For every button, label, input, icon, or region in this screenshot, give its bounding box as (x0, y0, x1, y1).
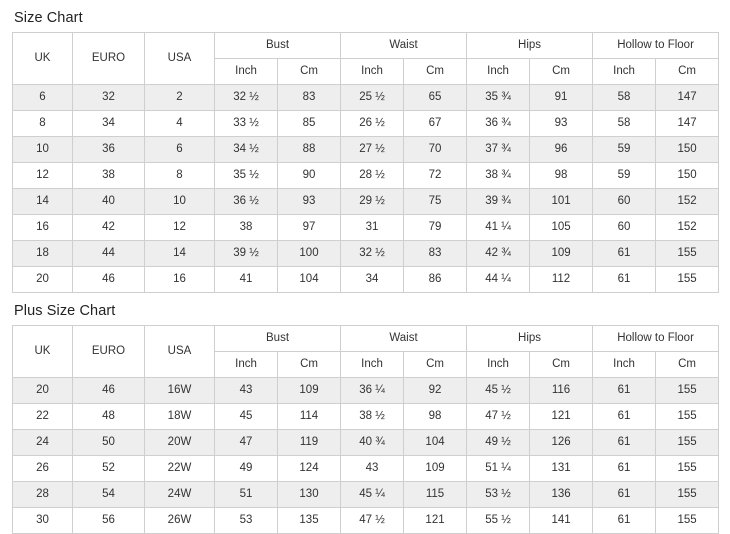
cell-hollow-cm: 147 (656, 85, 719, 111)
column-subheader-hollow-inch: Inch (593, 352, 656, 378)
cell-euro: 38 (73, 163, 145, 189)
cell-hips-inch: 53 ½ (467, 482, 530, 508)
cell-usa: 16 (145, 267, 215, 293)
column-subheader-hollow-cm: Cm (656, 59, 719, 85)
cell-bust-cm: 109 (278, 378, 341, 404)
cell-hollow-cm: 150 (656, 163, 719, 189)
cell-usa: 2 (145, 85, 215, 111)
table-head (13, 33, 719, 85)
cell-bust-inch: 49 (215, 456, 278, 482)
column-subheader-hips-cm: Cm (530, 59, 593, 85)
cell-uk: 26 (13, 456, 73, 482)
cell-hips-inch: 49 ½ (467, 430, 530, 456)
table-row (13, 378, 719, 404)
cell-hips-cm: 91 (530, 85, 593, 111)
table-row (13, 189, 719, 215)
table-row (13, 137, 719, 163)
cell-bust-inch: 41 (215, 267, 278, 293)
size-chart-table (12, 32, 719, 293)
cell-euro: 48 (73, 404, 145, 430)
cell-hollow-inch: 61 (593, 241, 656, 267)
cell-waist-inch: 25 ½ (341, 85, 404, 111)
cell-hips-cm: 136 (530, 482, 593, 508)
cell-hollow-cm: 155 (656, 378, 719, 404)
cell-bust-cm: 85 (278, 111, 341, 137)
cell-waist-cm: 121 (404, 508, 467, 534)
cell-hips-inch: 39 ¾ (467, 189, 530, 215)
table-body (13, 378, 719, 534)
table-row (13, 85, 719, 111)
cell-uk: 20 (13, 267, 73, 293)
cell-bust-inch: 45 (215, 404, 278, 430)
cell-hips-inch: 36 ¾ (467, 111, 530, 137)
cell-waist-cm: 92 (404, 378, 467, 404)
cell-usa: 10 (145, 189, 215, 215)
cell-uk: 24 (13, 430, 73, 456)
cell-bust-inch: 34 ½ (215, 137, 278, 163)
cell-bust-inch: 32 ½ (215, 85, 278, 111)
cell-waist-inch: 32 ½ (341, 241, 404, 267)
column-header-usa: USA (145, 33, 215, 85)
column-subheader-waist-inch: Inch (341, 59, 404, 85)
cell-waist-inch: 45 ¼ (341, 482, 404, 508)
cell-hollow-inch: 59 (593, 137, 656, 163)
cell-hollow-cm: 155 (656, 267, 719, 293)
cell-bust-cm: 104 (278, 267, 341, 293)
cell-hollow-cm: 150 (656, 137, 719, 163)
cell-hips-inch: 44 ¼ (467, 267, 530, 293)
cell-usa: 20W (145, 430, 215, 456)
cell-euro: 34 (73, 111, 145, 137)
cell-euro: 46 (73, 378, 145, 404)
cell-hollow-cm: 155 (656, 430, 719, 456)
cell-waist-cm: 72 (404, 163, 467, 189)
column-group-waist: Waist (341, 326, 467, 352)
cell-waist-cm: 104 (404, 430, 467, 456)
cell-bust-cm: 135 (278, 508, 341, 534)
column-subheader-hollow-inch: Inch (593, 59, 656, 85)
cell-hips-cm: 121 (530, 404, 593, 430)
cell-usa: 16W (145, 378, 215, 404)
column-subheader-bust-cm: Cm (278, 352, 341, 378)
column-group-hollow-to-floor: Hollow to Floor (593, 33, 719, 59)
cell-hips-cm: 112 (530, 267, 593, 293)
table-body (13, 85, 719, 293)
cell-waist-inch: 27 ½ (341, 137, 404, 163)
cell-hips-cm: 141 (530, 508, 593, 534)
cell-waist-inch: 38 ½ (341, 404, 404, 430)
table-row (13, 430, 719, 456)
cell-euro: 44 (73, 241, 145, 267)
cell-hips-inch: 47 ½ (467, 404, 530, 430)
cell-bust-inch: 36 ½ (215, 189, 278, 215)
cell-waist-inch: 26 ½ (341, 111, 404, 137)
cell-uk: 14 (13, 189, 73, 215)
cell-hips-cm: 131 (530, 456, 593, 482)
column-group-waist: Waist (341, 33, 467, 59)
cell-euro: 52 (73, 456, 145, 482)
page-title: Size Chart (14, 10, 83, 26)
cell-bust-inch: 47 (215, 430, 278, 456)
cell-waist-cm: 70 (404, 137, 467, 163)
cell-bust-cm: 124 (278, 456, 341, 482)
plus-size-chart-table (12, 325, 719, 534)
column-subheader-bust-cm: Cm (278, 59, 341, 85)
column-subheader-bust-inch: Inch (215, 352, 278, 378)
cell-uk: 16 (13, 215, 73, 241)
cell-bust-cm: 119 (278, 430, 341, 456)
cell-usa: 6 (145, 137, 215, 163)
cell-waist-inch: 29 ½ (341, 189, 404, 215)
cell-euro: 46 (73, 267, 145, 293)
cell-euro: 42 (73, 215, 145, 241)
cell-bust-inch: 38 (215, 215, 278, 241)
cell-uk: 22 (13, 404, 73, 430)
column-subheader-hips-inch: Inch (467, 352, 530, 378)
cell-waist-cm: 83 (404, 241, 467, 267)
cell-hips-inch: 37 ¾ (467, 137, 530, 163)
cell-hips-inch: 51 ¼ (467, 456, 530, 482)
cell-bust-cm: 97 (278, 215, 341, 241)
cell-bust-inch: 35 ½ (215, 163, 278, 189)
cell-usa: 26W (145, 508, 215, 534)
cell-waist-cm: 109 (404, 456, 467, 482)
cell-bust-inch: 39 ½ (215, 241, 278, 267)
table-row (13, 215, 719, 241)
cell-waist-inch: 47 ½ (341, 508, 404, 534)
column-subheader-hips-cm: Cm (530, 352, 593, 378)
cell-hips-inch: 42 ¾ (467, 241, 530, 267)
cell-bust-inch: 51 (215, 482, 278, 508)
cell-hips-cm: 126 (530, 430, 593, 456)
cell-hollow-inch: 61 (593, 482, 656, 508)
cell-hollow-cm: 147 (656, 111, 719, 137)
cell-waist-cm: 86 (404, 267, 467, 293)
cell-uk: 28 (13, 482, 73, 508)
cell-hollow-inch: 61 (593, 378, 656, 404)
column-subheader-bust-inch: Inch (215, 59, 278, 85)
cell-hollow-cm: 155 (656, 404, 719, 430)
cell-waist-inch: 40 ¾ (341, 430, 404, 456)
cell-bust-cm: 100 (278, 241, 341, 267)
cell-uk: 6 (13, 85, 73, 111)
column-header-usa: USA (145, 326, 215, 378)
plus-size-chart-section (12, 303, 718, 534)
cell-waist-cm: 115 (404, 482, 467, 508)
table-head (13, 326, 719, 378)
cell-hollow-inch: 61 (593, 430, 656, 456)
cell-hips-cm: 116 (530, 378, 593, 404)
cell-hollow-cm: 152 (656, 189, 719, 215)
plus-size-title: Plus Size Chart (14, 303, 116, 319)
cell-hips-cm: 98 (530, 163, 593, 189)
column-subheader-waist-cm: Cm (404, 59, 467, 85)
table-row (13, 404, 719, 430)
cell-bust-cm: 114 (278, 404, 341, 430)
cell-uk: 10 (13, 137, 73, 163)
cell-uk: 8 (13, 111, 73, 137)
cell-hips-inch: 35 ¾ (467, 85, 530, 111)
column-group-bust: Bust (215, 326, 341, 352)
table-group-header-row (13, 33, 719, 59)
cell-hips-cm: 105 (530, 215, 593, 241)
table-row (13, 241, 719, 267)
cell-bust-cm: 83 (278, 85, 341, 111)
cell-hips-inch: 55 ½ (467, 508, 530, 534)
cell-usa: 14 (145, 241, 215, 267)
cell-bust-inch: 53 (215, 508, 278, 534)
cell-hollow-cm: 155 (656, 482, 719, 508)
cell-hollow-cm: 155 (656, 508, 719, 534)
cell-hollow-inch: 58 (593, 111, 656, 137)
cell-hips-cm: 93 (530, 111, 593, 137)
cell-uk: 30 (13, 508, 73, 534)
cell-waist-inch: 34 (341, 267, 404, 293)
cell-waist-cm: 98 (404, 404, 467, 430)
table-row (13, 267, 719, 293)
cell-hips-cm: 96 (530, 137, 593, 163)
table-row (13, 482, 719, 508)
cell-euro: 40 (73, 189, 145, 215)
column-group-hips: Hips (467, 33, 593, 59)
cell-usa: 22W (145, 456, 215, 482)
column-subheader-hips-inch: Inch (467, 59, 530, 85)
cell-bust-cm: 130 (278, 482, 341, 508)
cell-usa: 18W (145, 404, 215, 430)
table-group-header-row (13, 326, 719, 352)
column-group-hollow-to-floor: Hollow to Floor (593, 326, 719, 352)
cell-hollow-inch: 61 (593, 404, 656, 430)
cell-hollow-inch: 59 (593, 163, 656, 189)
cell-hollow-inch: 61 (593, 267, 656, 293)
column-header-uk: UK (13, 326, 73, 378)
cell-hollow-inch: 58 (593, 85, 656, 111)
cell-euro: 32 (73, 85, 145, 111)
cell-waist-cm: 67 (404, 111, 467, 137)
cell-usa: 8 (145, 163, 215, 189)
cell-usa: 12 (145, 215, 215, 241)
cell-hollow-cm: 155 (656, 456, 719, 482)
column-header-euro: EURO (73, 33, 145, 85)
column-group-hips: Hips (467, 326, 593, 352)
table-row (13, 163, 719, 189)
cell-waist-inch: 28 ½ (341, 163, 404, 189)
column-subheader-hollow-cm: Cm (656, 352, 719, 378)
cell-hips-inch: 38 ¾ (467, 163, 530, 189)
cell-usa: 4 (145, 111, 215, 137)
cell-waist-cm: 79 (404, 215, 467, 241)
cell-waist-cm: 65 (404, 85, 467, 111)
cell-uk: 18 (13, 241, 73, 267)
column-subheader-waist-cm: Cm (404, 352, 467, 378)
cell-uk: 20 (13, 378, 73, 404)
cell-waist-cm: 75 (404, 189, 467, 215)
cell-euro: 50 (73, 430, 145, 456)
cell-hollow-inch: 61 (593, 508, 656, 534)
cell-hollow-cm: 152 (656, 215, 719, 241)
cell-bust-cm: 88 (278, 137, 341, 163)
cell-hips-cm: 109 (530, 241, 593, 267)
size-chart-section (12, 10, 718, 293)
cell-uk: 12 (13, 163, 73, 189)
cell-euro: 56 (73, 508, 145, 534)
column-subheader-waist-inch: Inch (341, 352, 404, 378)
cell-hollow-inch: 61 (593, 456, 656, 482)
cell-bust-cm: 93 (278, 189, 341, 215)
cell-bust-inch: 33 ½ (215, 111, 278, 137)
cell-hips-cm: 101 (530, 189, 593, 215)
cell-waist-inch: 43 (341, 456, 404, 482)
column-group-bust: Bust (215, 33, 341, 59)
cell-euro: 54 (73, 482, 145, 508)
cell-hollow-cm: 155 (656, 241, 719, 267)
cell-hollow-inch: 60 (593, 189, 656, 215)
cell-hollow-inch: 60 (593, 215, 656, 241)
cell-waist-inch: 36 ¼ (341, 378, 404, 404)
column-header-euro: EURO (73, 326, 145, 378)
cell-euro: 36 (73, 137, 145, 163)
cell-hips-inch: 41 ¼ (467, 215, 530, 241)
column-header-uk: UK (13, 33, 73, 85)
cell-bust-inch: 43 (215, 378, 278, 404)
table-row (13, 456, 719, 482)
table-row (13, 111, 719, 137)
cell-bust-cm: 90 (278, 163, 341, 189)
cell-hips-inch: 45 ½ (467, 378, 530, 404)
cell-waist-inch: 31 (341, 215, 404, 241)
cell-usa: 24W (145, 482, 215, 508)
